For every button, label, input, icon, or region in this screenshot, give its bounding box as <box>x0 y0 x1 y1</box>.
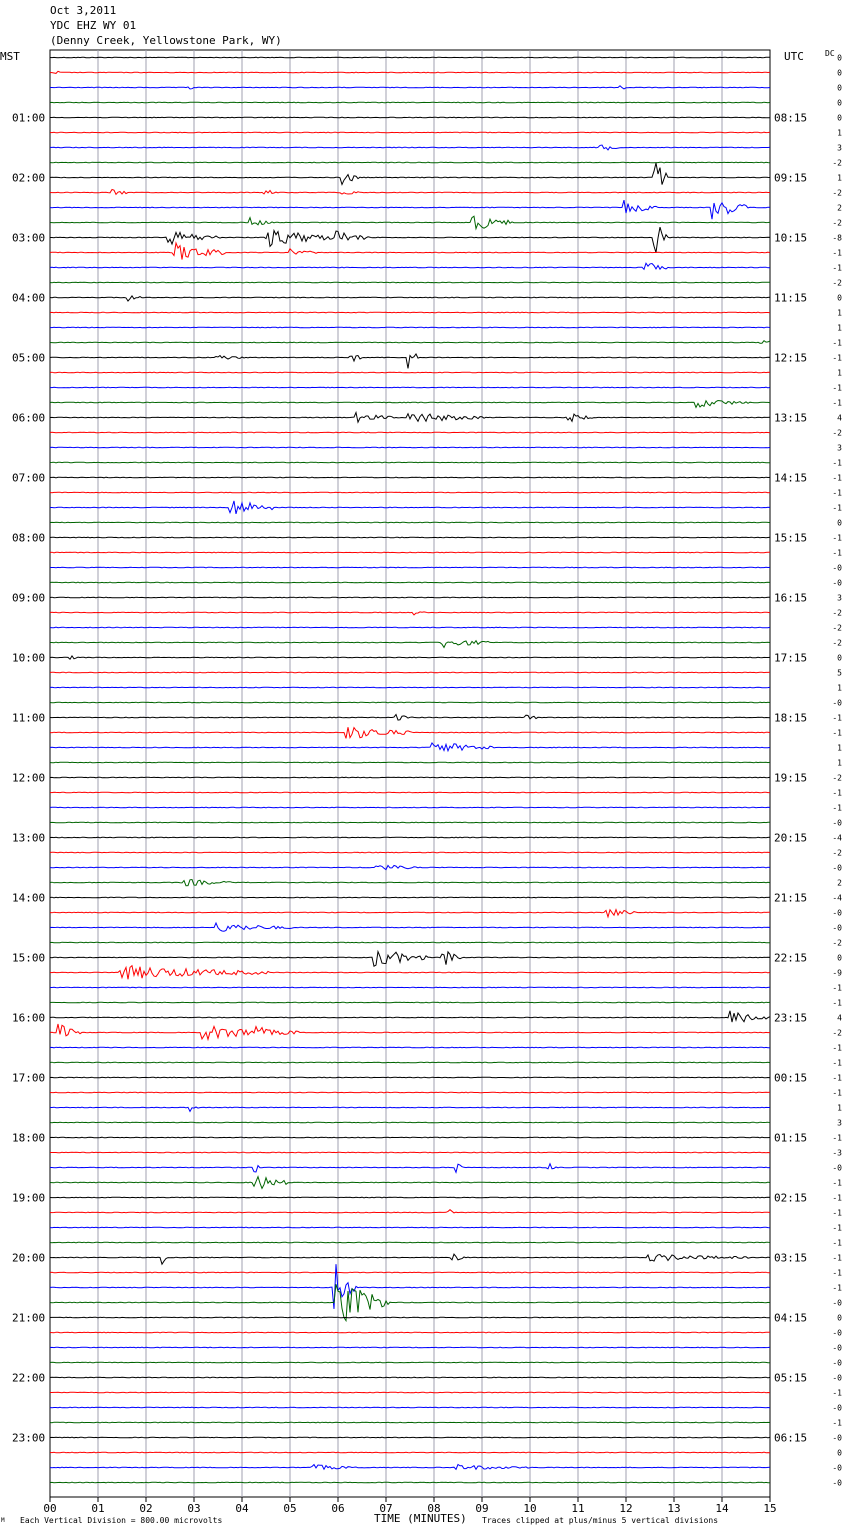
seismic-trace <box>50 522 770 523</box>
utc-hour-label: 09:15 <box>774 171 808 185</box>
dc-offset-value: -4 <box>832 893 842 903</box>
dc-offset-value: 3 <box>837 143 842 153</box>
seismic-trace <box>50 727 770 738</box>
dc-offset-value: 0 <box>837 83 842 93</box>
seismic-trace <box>50 162 770 163</box>
dc-offset-value: 0 <box>837 653 842 663</box>
dc-offset-value: 1 <box>837 308 842 318</box>
seismic-trace <box>50 966 770 980</box>
utc-hour-label: 04:15 <box>774 1311 808 1325</box>
utc-hour-label: 02:15 <box>774 1191 808 1205</box>
dc-offset-value: 0 <box>837 68 842 78</box>
dc-offset-value: 0 <box>837 98 842 108</box>
dc-offset-value: -1 <box>832 1193 842 1203</box>
dc-offset-value: -0 <box>832 1463 842 1473</box>
seismic-trace <box>50 1137 770 1138</box>
seismic-trace <box>50 852 770 853</box>
dc-offset-value: 4 <box>837 1013 842 1023</box>
seismic-trace <box>50 327 770 328</box>
seismic-trace <box>50 1347 770 1348</box>
dc-offset-value: 0 <box>837 293 842 303</box>
utc-hour-label: 13:15 <box>774 411 808 425</box>
seismic-trace <box>50 1332 770 1333</box>
seismic-trace <box>50 492 770 493</box>
dc-offset-value: -2 <box>832 218 842 228</box>
seismic-trace <box>50 880 770 886</box>
mst-hour-label: 06:00 <box>12 411 46 425</box>
seismic-trace <box>50 71 770 73</box>
seismic-trace <box>50 1107 770 1111</box>
utc-hour-label: 12:15 <box>774 351 808 365</box>
seismic-trace <box>50 627 770 628</box>
dc-offset-value: 5 <box>837 668 842 678</box>
seismic-trace <box>50 477 770 478</box>
seismic-trace <box>50 1002 770 1003</box>
seismic-trace <box>50 227 770 253</box>
seismic-trace <box>50 1377 770 1378</box>
x-tick-label: 14 <box>715 1502 729 1515</box>
seismic-trace <box>50 910 770 917</box>
seismic-trace <box>50 216 770 229</box>
dc-offset-value: -0 <box>832 818 842 828</box>
seismic-trace <box>50 807 770 808</box>
dc-offset-value: 1 <box>837 323 842 333</box>
seismic-trace <box>50 1452 770 1453</box>
dc-offset-value: 0 <box>837 518 842 528</box>
mst-hour-label: 17:00 <box>12 1071 46 1085</box>
seismic-trace <box>50 582 770 583</box>
dc-offset-value: -0 <box>832 1373 842 1383</box>
dc-offset-value: -1 <box>832 728 842 738</box>
x-tick-label: 11 <box>571 1502 585 1515</box>
seismic-trace <box>50 296 770 301</box>
dc-offset-value: -2 <box>832 773 842 783</box>
mst-hour-label: 09:00 <box>12 591 46 605</box>
utc-hour-label: 10:15 <box>774 231 808 245</box>
mst-hour-label: 11:00 <box>12 711 46 725</box>
dc-offset-value: 1 <box>837 368 842 378</box>
dc-offset-value: 1 <box>837 683 842 693</box>
mst-hour-label: 12:00 <box>12 771 46 785</box>
dc-offset-value: -1 <box>832 1178 842 1188</box>
seismic-trace <box>50 200 770 219</box>
dc-offset-value: -1 <box>832 263 842 273</box>
dc-offset-value: -1 <box>832 248 842 258</box>
utc-hour-label: 15:15 <box>774 531 808 545</box>
seismic-trace <box>50 762 770 763</box>
dc-offset-value: 3 <box>837 443 842 453</box>
dc-offset-value: 3 <box>837 1118 842 1128</box>
seismic-trace <box>50 1092 770 1093</box>
dc-offset-value: -1 <box>832 1238 842 1248</box>
seismic-trace <box>50 837 770 838</box>
seismic-trace <box>50 1317 770 1318</box>
seismic-trace <box>50 372 770 373</box>
seismic-trace <box>50 702 770 703</box>
seismic-trace <box>50 897 770 898</box>
seismic-trace <box>50 163 770 185</box>
seismic-trace <box>50 597 770 598</box>
x-tick-label: 03 <box>187 1502 201 1515</box>
mst-hour-label: 08:00 <box>12 531 46 545</box>
dc-offset-value: -1 <box>832 1283 842 1293</box>
seismic-trace <box>50 387 770 388</box>
dc-offset-value: -0 <box>832 698 842 708</box>
dc-offset-value: -4 <box>832 833 842 843</box>
mst-hour-label: 18:00 <box>12 1131 46 1145</box>
dc-offset-value: -1 <box>832 398 842 408</box>
dc-offset-value: 4 <box>837 413 842 423</box>
seismic-trace <box>50 190 770 195</box>
x-tick-label: 04 <box>235 1502 249 1515</box>
seismic-trace <box>50 57 770 58</box>
dc-offset-value: 1 <box>837 743 842 753</box>
seismic-trace <box>50 117 770 118</box>
dc-offset-value: -2 <box>832 848 842 858</box>
seismic-trace <box>50 462 770 463</box>
dc-offset-value: 3 <box>837 593 842 603</box>
dc-offset-value: -1 <box>832 998 842 1008</box>
seismic-trace <box>50 1422 770 1423</box>
seismic-trace <box>50 672 770 673</box>
dc-offset-value: -9 <box>832 968 842 978</box>
seismic-trace <box>50 1011 770 1022</box>
dc-offset-value: -1 <box>832 1418 842 1428</box>
dc-offset-value: -0 <box>832 578 842 588</box>
seismic-trace <box>50 942 770 943</box>
seismic-trace <box>50 687 770 688</box>
mst-hour-label: 19:00 <box>12 1191 46 1205</box>
dc-offset-value: -0 <box>832 863 842 873</box>
mst-hour-label: 07:00 <box>12 471 46 485</box>
x-tick-label: 09 <box>475 1502 489 1515</box>
seismic-trace <box>50 432 770 433</box>
utc-hour-label: 11:15 <box>774 291 808 305</box>
seismic-trace <box>50 1254 770 1264</box>
seismic-trace <box>50 354 770 368</box>
dc-offset-value: -1 <box>832 1253 842 1263</box>
seismic-trace <box>50 1392 770 1393</box>
dc-offset-value: -1 <box>832 1208 842 1218</box>
dc-offset-value: 1 <box>837 173 842 183</box>
seismic-trace <box>50 132 770 133</box>
x-tick-label: 02 <box>139 1502 153 1515</box>
seismic-trace <box>50 1177 770 1189</box>
dc-offset-value: -1 <box>832 488 842 498</box>
dc-offset-value: 2 <box>837 878 842 888</box>
seismic-trace <box>50 865 770 869</box>
mst-hour-label: 16:00 <box>12 1011 46 1025</box>
seismic-trace <box>50 1024 770 1039</box>
dc-offset-value: -2 <box>832 1028 842 1038</box>
x-tick-label: 06 <box>331 1502 345 1515</box>
seismic-trace <box>50 413 770 423</box>
mst-hour-label: 05:00 <box>12 351 46 365</box>
seismic-trace <box>50 1077 770 1078</box>
seismic-trace <box>50 656 770 659</box>
seismic-trace <box>50 1062 770 1063</box>
dc-offset-value: -2 <box>832 278 842 288</box>
seismic-trace <box>50 102 770 103</box>
dc-offset-value: -2 <box>832 158 842 168</box>
mst-hour-label: 15:00 <box>12 951 46 965</box>
dc-offset-value: -0 <box>832 563 842 573</box>
dc-offset-value: -0 <box>832 1163 842 1173</box>
dc-offset-value: -2 <box>832 623 842 633</box>
seismic-trace <box>50 715 770 721</box>
footer-corner-mark: M <box>1 1517 5 1524</box>
seismic-trace <box>50 501 770 514</box>
mst-hour-label: 22:00 <box>12 1371 46 1385</box>
dc-offset-value: -1 <box>832 803 842 813</box>
mst-hour-label: 14:00 <box>12 891 46 905</box>
dc-offset-value: -1 <box>832 533 842 543</box>
dc-offset-value: -0 <box>832 1478 842 1488</box>
mst-hour-label: 04:00 <box>12 291 46 305</box>
dc-offset-value: -2 <box>832 638 842 648</box>
seismic-trace <box>50 1210 770 1213</box>
right-axis-title: UTC <box>784 50 804 63</box>
utc-hour-label: 20:15 <box>774 831 808 845</box>
dc-offset-value: -0 <box>832 908 842 918</box>
utc-hour-label: 18:15 <box>774 711 808 725</box>
utc-hour-label: 05:15 <box>774 1371 808 1385</box>
dc-offset-value: -1 <box>832 1133 842 1143</box>
seismic-trace <box>50 1407 770 1408</box>
seismic-trace <box>50 822 770 823</box>
x-tick-label: 01 <box>91 1502 105 1515</box>
seismic-trace <box>50 86 770 89</box>
seismic-trace <box>50 341 770 344</box>
dc-offset-value: -8 <box>832 233 842 243</box>
mst-hour-label: 01:00 <box>12 111 46 125</box>
dc-offset-value: -1 <box>832 1088 842 1098</box>
dc-offset-value: -3 <box>832 1148 842 1158</box>
seismic-trace <box>50 263 770 269</box>
seismic-trace <box>50 1152 770 1153</box>
seismic-trace <box>50 1242 770 1243</box>
seismic-trace <box>50 743 770 751</box>
seismic-trace <box>50 145 770 150</box>
seismic-trace <box>50 952 770 967</box>
utc-hour-label: 21:15 <box>774 891 808 905</box>
dc-offset-value: -1 <box>832 338 842 348</box>
plot-date: Oct 3,2011 <box>50 4 117 17</box>
dc-offset-value: 1 <box>837 758 842 768</box>
seismic-trace <box>50 1047 770 1048</box>
dc-offset-value: -1 <box>832 1073 842 1083</box>
dc-offset-value: -1 <box>832 473 842 483</box>
seismic-trace <box>50 537 770 538</box>
seismic-trace <box>50 612 770 615</box>
dc-offset-value: -1 <box>832 353 842 363</box>
dc-offset-value: -2 <box>832 608 842 618</box>
x-tick-label: 13 <box>667 1502 681 1515</box>
mst-hour-label: 02:00 <box>12 171 46 185</box>
utc-hour-label: 03:15 <box>774 1251 808 1265</box>
mst-hour-label: 20:00 <box>12 1251 46 1265</box>
dc-offset-value: -1 <box>832 1268 842 1278</box>
dc-offset-value: -0 <box>832 923 842 933</box>
dc-header: DC <box>825 49 835 58</box>
seismic-trace <box>50 1227 770 1228</box>
seismic-trace <box>50 1482 770 1483</box>
seismic-trace <box>50 1284 770 1320</box>
x-tick-label: 10 <box>523 1502 537 1515</box>
clip-note: Traces clipped at plus/minus 5 vertical divisions <box>482 1516 719 1525</box>
seismic-trace <box>50 641 770 648</box>
dc-offset-value: 0 <box>837 113 842 123</box>
seismic-trace <box>50 1437 770 1438</box>
dc-offset-value: -1 <box>832 983 842 993</box>
mst-hour-label: 13:00 <box>12 831 46 845</box>
seismic-trace <box>50 792 770 793</box>
dc-offset-value: -0 <box>832 1433 842 1443</box>
dc-offset-value: 0 <box>837 1448 842 1458</box>
dc-offset-value: -1 <box>832 1223 842 1233</box>
dc-offset-value: -1 <box>832 548 842 558</box>
seismic-trace <box>50 1272 770 1273</box>
x-tick-label: 05 <box>283 1502 297 1515</box>
left-axis-title: MST <box>0 50 20 63</box>
dc-offset-value: -0 <box>832 1298 842 1308</box>
dc-offset-value: 1 <box>837 128 842 138</box>
utc-hour-label: 06:15 <box>774 1431 808 1445</box>
dc-offset-value: 0 <box>837 53 842 63</box>
seismic-trace <box>50 1362 770 1363</box>
seismic-trace <box>50 777 770 778</box>
mst-hour-label: 03:00 <box>12 231 46 245</box>
seismic-trace <box>50 447 770 448</box>
x-tick-label: 12 <box>619 1502 633 1515</box>
seismic-trace <box>50 312 770 313</box>
dc-offset-value: 0 <box>837 953 842 963</box>
seismic-trace <box>50 923 770 931</box>
utc-hour-label: 14:15 <box>774 471 808 485</box>
seismic-trace <box>50 1122 770 1123</box>
dc-offset-value: -0 <box>832 1358 842 1368</box>
dc-offset-value: 1 <box>837 1103 842 1113</box>
mst-hour-label: 23:00 <box>12 1431 46 1445</box>
seismic-trace <box>50 1197 770 1198</box>
dc-offset-value: -1 <box>832 503 842 513</box>
dc-offset-value: -1 <box>832 383 842 393</box>
utc-hour-label: 19:15 <box>774 771 808 785</box>
seismic-trace <box>50 987 770 988</box>
dc-offset-value: 0 <box>837 1313 842 1323</box>
utc-hour-label: 00:15 <box>774 1071 808 1085</box>
seismic-trace <box>50 552 770 553</box>
utc-hour-label: 08:15 <box>774 111 808 125</box>
dc-offset-value: -1 <box>832 1388 842 1398</box>
x-tick-label: 08 <box>427 1502 441 1515</box>
dc-offset-value: -1 <box>832 788 842 798</box>
seismic-trace <box>50 1164 770 1173</box>
x-tick-label: 07 <box>379 1502 393 1515</box>
seismic-trace <box>50 401 770 408</box>
dc-offset-value: -2 <box>832 188 842 198</box>
mst-hour-label: 21:00 <box>12 1311 46 1325</box>
dc-offset-value: -1 <box>832 1043 842 1053</box>
station-location: (Denny Creek, Yellowstone Park, WY) <box>50 34 282 47</box>
dc-offset-value: -1 <box>832 1058 842 1068</box>
utc-hour-label: 22:15 <box>774 951 808 965</box>
seismic-trace <box>50 282 770 283</box>
dc-offset-value: -0 <box>832 1328 842 1338</box>
scale-note: Each Vertical Division = 800.00 microvolts <box>20 1516 223 1525</box>
utc-hour-label: 01:15 <box>774 1131 808 1145</box>
dc-offset-value: -2 <box>832 938 842 948</box>
seismic-trace <box>50 243 770 260</box>
dc-offset-value: -0 <box>832 1403 842 1413</box>
utc-hour-label: 17:15 <box>774 651 808 665</box>
x-tick-label: 15 <box>763 1502 777 1515</box>
x-tick-label: 00 <box>43 1502 57 1515</box>
dc-offset-value: -1 <box>832 458 842 468</box>
utc-hour-label: 16:15 <box>774 591 808 605</box>
station-code: YDC EHZ WY 01 <box>50 19 137 32</box>
dc-offset-value: -0 <box>832 1343 842 1353</box>
x-axis-label: TIME (MINUTES) <box>374 1512 467 1525</box>
dc-offset-value: 2 <box>837 203 842 213</box>
seismic-trace <box>50 1465 770 1470</box>
utc-hour-label: 23:15 <box>774 1011 808 1025</box>
mst-hour-label: 10:00 <box>12 651 46 665</box>
dc-offset-value: -2 <box>832 428 842 438</box>
seismic-trace <box>50 567 770 568</box>
dc-offset-value: -1 <box>832 713 842 723</box>
